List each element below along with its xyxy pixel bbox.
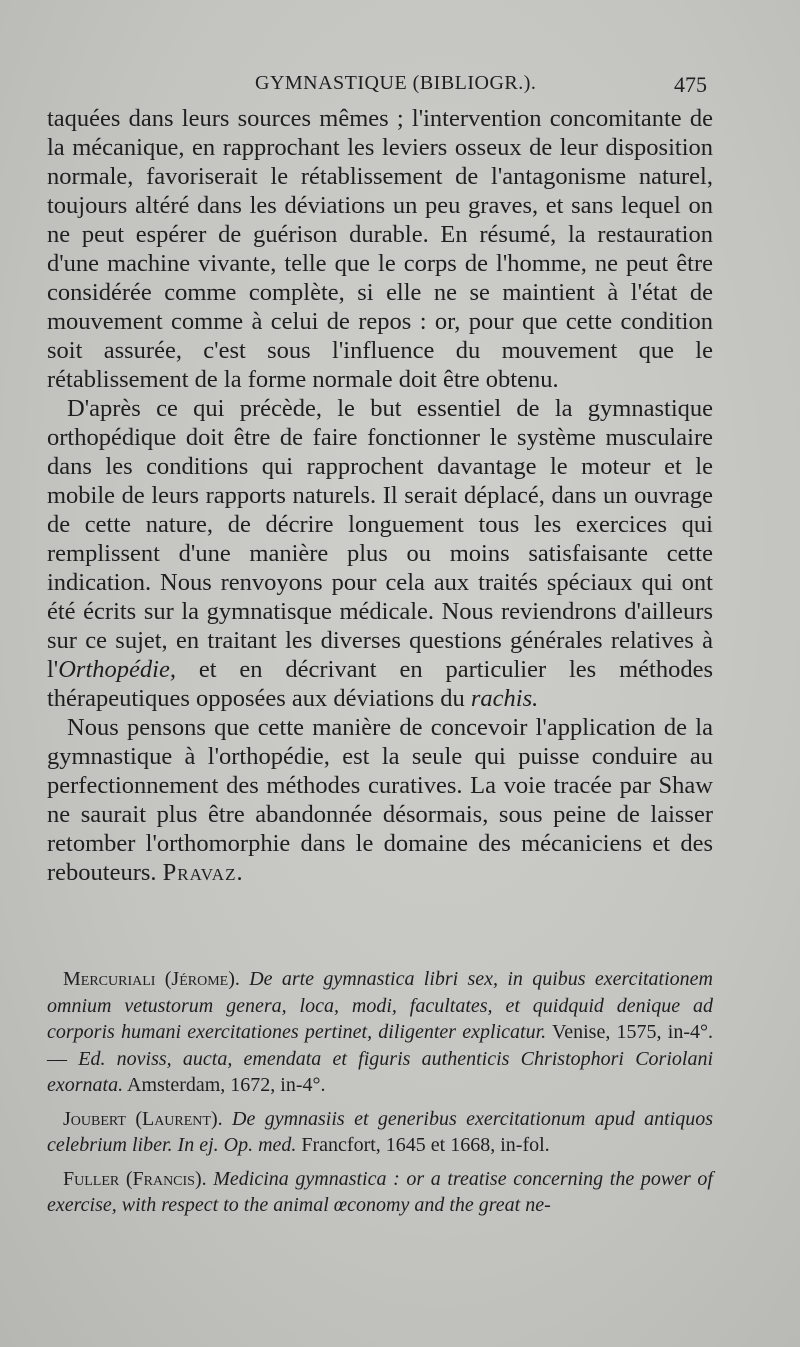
paragraph-2-italic-rachis: rachis. [470, 685, 539, 712]
paragraph-1 [47, 104, 713, 394]
bibliography-author: Joubert (Laurent). [63, 1107, 223, 1130]
bibliography-title-edition: Ed. noviss, aucta, emendata et figuris authenticis Christophori Coriolani exornata. [47, 1047, 714, 1096]
main-text [47, 104, 713, 887]
bibliography [47, 966, 713, 1226]
bibliography-publication-edition: Amsterdam, 1672, in-4°. [127, 1074, 326, 1096]
bibliography-entry [47, 1106, 713, 1159]
paragraph-1-text: taquées dans leurs sources mêmes ; l'intervention concomitante de la mécanique, en rapprochant les leviers osseux de leur disposition normale, favoriserait le rétablissement de l'antagonisme naturel, toujours altéré dans les déviations un peu graves, et sans lequel on ne peut espérer de guérison durable. En résumé, la restauration d'une machine vivante, telle que le corps de l'homme, ne peut être considérée comme complète, si elle ne se maintient à l'état de mouvement comme à celui de repos : or, pour que cette condition soit assurée, c'est sous l'influence du mouvement que le rétablissement de la forme normale doit être obtenu. [47, 105, 713, 393]
bibliography-author: Mercuriali (Jérome). [63, 968, 240, 990]
page-header [0, 72, 800, 102]
page-number: 475 [674, 72, 707, 97]
bibliography-author: Fuller (Francis). [63, 1167, 207, 1190]
paragraph-3 [47, 713, 713, 887]
bibliography-entry [47, 966, 713, 1099]
bibliography-title: De arte gymnastica libri sex, in quibus exercitationem omnium vetustorum genera, loca, modi, facultates, et quidquid denique ad corporis humani exercitationes pertinet, diligenter explicatur. [47, 968, 713, 1043]
bibliography-entry [47, 1166, 713, 1219]
bibliography-title: Medicina gymnastica : or a treatise concerning the power of exercise, with respect to the animal œconomy and the great ne- [47, 1167, 713, 1216]
paragraph-2-text: D'après ce qui précède, le but essentiel de la gymnastique orthopédique doit être de faire fonctionner le système musculaire dans les conditions qui rapprochent davantage le moteur et le mobile de leurs rapports naturels. Il serait déplacé, dans un ouvrage de cette nature, de décrire longuement tous les exercices qui remplissent d'une manière plus ou moins satisfaisante cette indication. Nous renvoyons pour cela aux traités spéciaux qui ont été écrits sur la gymnatisque médicale. Nous reviendrons d'ailleurs sur ce sujet, en traitant les diverses questions générales relatives à l' [47, 395, 713, 683]
paragraph-2-italic-orthopedie: Orthopédie, [58, 656, 176, 683]
bibliography-publication: Venise, 1575, in-4°. — [47, 1021, 713, 1070]
bibliography-title: De gymnasiis et generibus exercitationum apud antiquos celebrium liber. In ej. Op. med. [47, 1107, 713, 1156]
paragraph-2 [47, 394, 713, 713]
paragraph-3-text: Nous pensons que cette manière de concevoir l'application de la gymnastique à l'orthopédie, est la seule qui puisse conduire au perfectionnement des méthodes curatives. La voie tracée par Shaw ne saurait plus être abandonnée désormais, sous peine de laisser retomber l'orthomorphie dans le domaine des mécaniciens et des rebouteurs. [47, 714, 713, 886]
paragraph-2-text-cont: et en décrivant en particulier les méthodes thérapeutiques opposées aux déviations du [47, 656, 713, 712]
running-title: GYMNASTIQUE (BIBLIOGR.). [255, 72, 537, 94]
bibliography-publication: Francfort, 1645 et 1668, in-fol. [301, 1134, 550, 1156]
author-signature: Pravaz. [162, 859, 244, 886]
